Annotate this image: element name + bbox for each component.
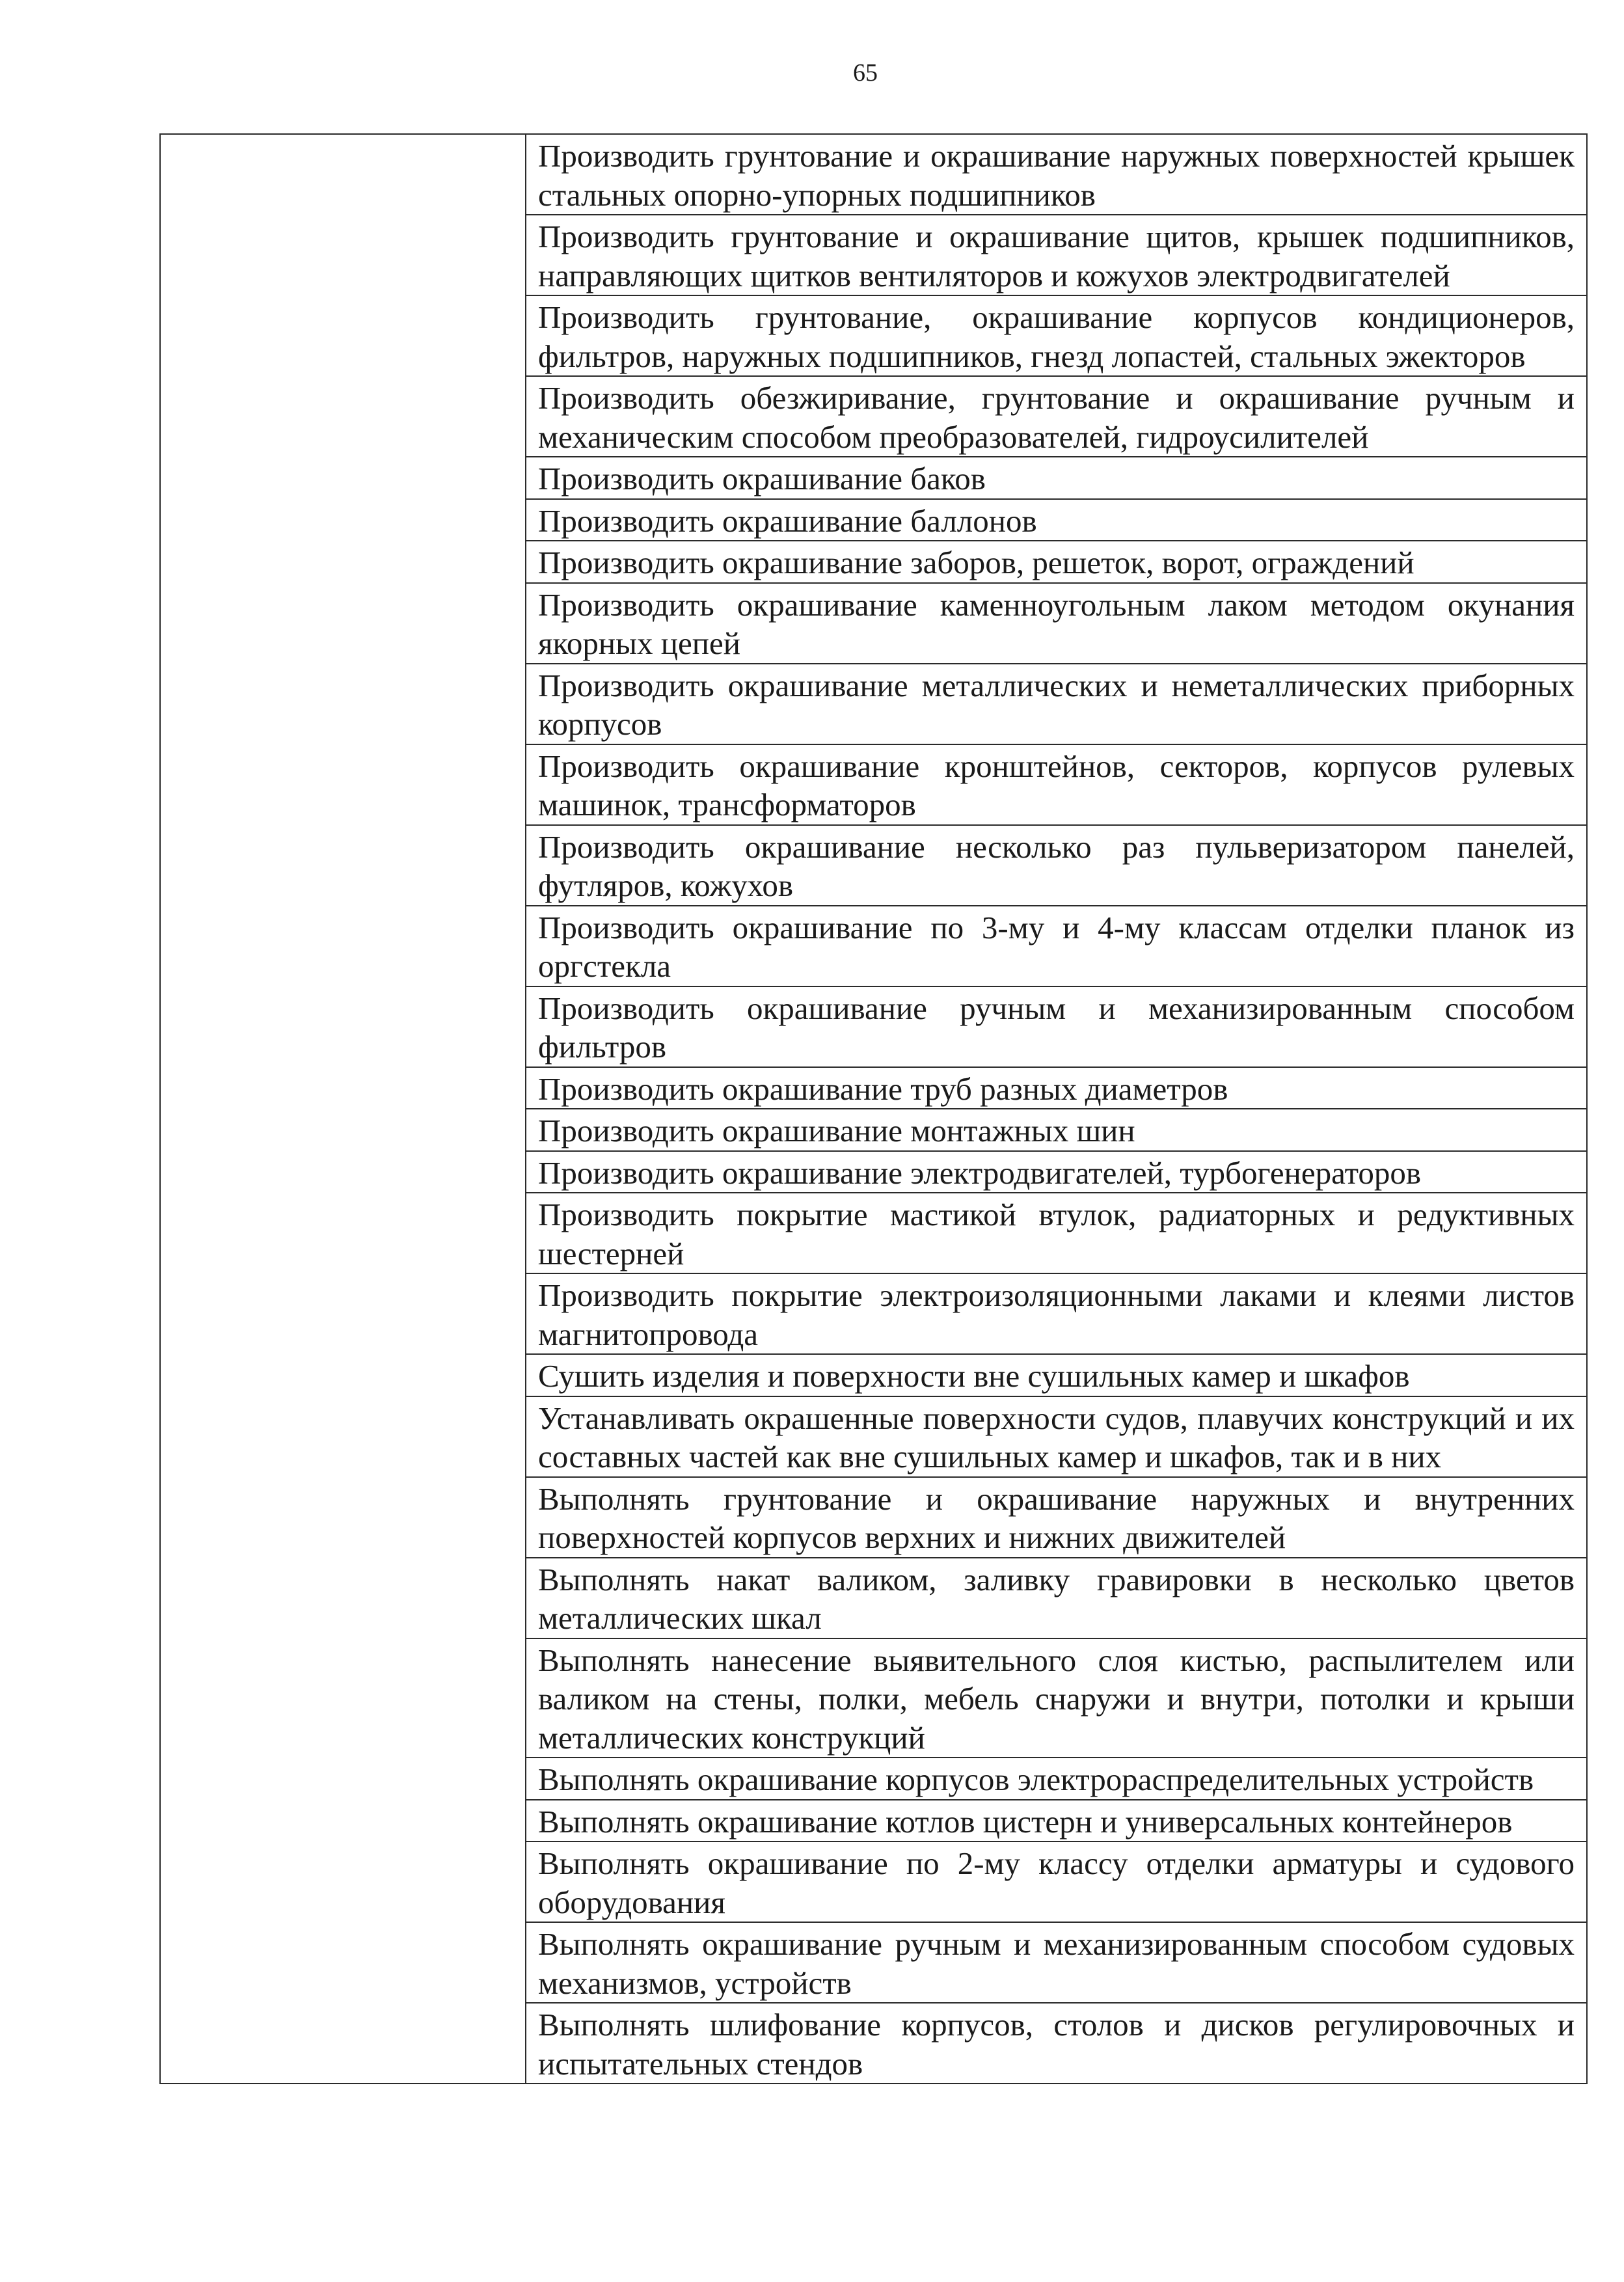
labor-action-cell: Производить обезжиривание, грунтование и окрашивание ручным и механическим способом преобразователей, гидроусилителей — [526, 376, 1587, 457]
labor-action-cell: Производить окрашивание заборов, решеток, ворот, ограждений — [526, 541, 1587, 583]
labor-action-cell: Сушить изделия и поверхности вне сушильных камер и шкафов — [526, 1354, 1587, 1396]
table-body — [160, 134, 1587, 2084]
labor-action-cell: Производить окрашивание монтажных шин — [526, 1109, 1587, 1151]
labor-action-cell: Производить покрытие мастикой втулок, радиаторных и редуктивных шестерней — [526, 1193, 1587, 1273]
labor-action-cell: Производить окрашивание каменноугольным лаком методом окунания якорных цепей — [526, 583, 1587, 664]
labor-action-cell: Выполнять окрашивание корпусов электрораспределительных устройств — [526, 1758, 1587, 1800]
labor-action-cell: Производить окрашивание труб разных диаметров — [526, 1067, 1587, 1109]
labor-action-cell: Производить окрашивание электродвигателей, турбогенераторов — [526, 1151, 1587, 1193]
labor-actions-table — [159, 133, 1588, 2084]
labor-action-cell: Производить грунтование и окрашивание наружных поверхностей крышек стальных опорно-упорных подшипников — [526, 134, 1587, 215]
table-row — [160, 134, 1587, 215]
labor-action-cell: Выполнять накат валиком, заливку гравировки в несколько цветов металлических шкал — [526, 1558, 1587, 1638]
labor-action-cell: Производить грунтование и окрашивание щитов, крышек подшипников, направляющих щитков вентиляторов и кожухов электродвигателей — [526, 215, 1587, 295]
labor-action-cell: Выполнять окрашивание по 2-му классу отделки арматуры и судового оборудования — [526, 1841, 1587, 1922]
labor-action-cell: Производить покрытие электроизоляционными лаками и клеями листов магнитопровода — [526, 1273, 1587, 1354]
labor-action-cell: Производить окрашивание несколько раз пульверизатором панелей, футляров, кожухов — [526, 825, 1587, 906]
labor-action-cell: Устанавливать окрашенные поверхности судов, плавучих конструкций и их составных частей как вне сушильных камер и шкафов, так и в них — [526, 1396, 1587, 1477]
labor-action-cell: Выполнять окрашивание котлов цистерн и универсальных контейнеров — [526, 1800, 1587, 1842]
labor-action-cell: Производить окрашивание баллонов — [526, 499, 1587, 541]
labor-action-cell: Производить окрашивание металлических и неметаллических приборных корпусов — [526, 664, 1587, 744]
labor-action-cell: Производить окрашивание баков — [526, 457, 1587, 499]
labor-action-cell: Выполнять окрашивание ручным и механизированным способом судовых механизмов, устройств — [526, 1922, 1587, 2003]
labor-action-cell: Производить окрашивание кронштейнов, секторов, корпусов рулевых машинок, трансформаторов — [526, 744, 1587, 825]
labor-action-cell: Выполнять нанесение выявительного слоя кистью, распылителем или валиком на стены, полки, мебель снаружи и внутри, потолки и крыши металлических конструкций — [526, 1638, 1587, 1758]
labor-action-cell: Производить окрашивание ручным и механизированным способом фильтров — [526, 986, 1587, 1067]
labor-action-cell: Выполнять грунтование и окрашивание наружных и внутренних поверхностей корпусов верхних и нижних движителей — [526, 1477, 1587, 1558]
labor-action-cell: Выполнять шлифование корпусов, столов и дисков регулировочных и испытательных стендов — [526, 2003, 1587, 2084]
page-number: 65 — [853, 59, 878, 87]
labor-function-cell — [160, 134, 526, 2084]
labor-action-cell: Производить грунтование, окрашивание корпусов кондиционеров, фильтров, наружных подшипников, гнезд лопастей, стальных эжекторов — [526, 295, 1587, 376]
labor-action-cell: Производить окрашивание по 3-му и 4-му классам отделки планок из оргстекла — [526, 906, 1587, 986]
